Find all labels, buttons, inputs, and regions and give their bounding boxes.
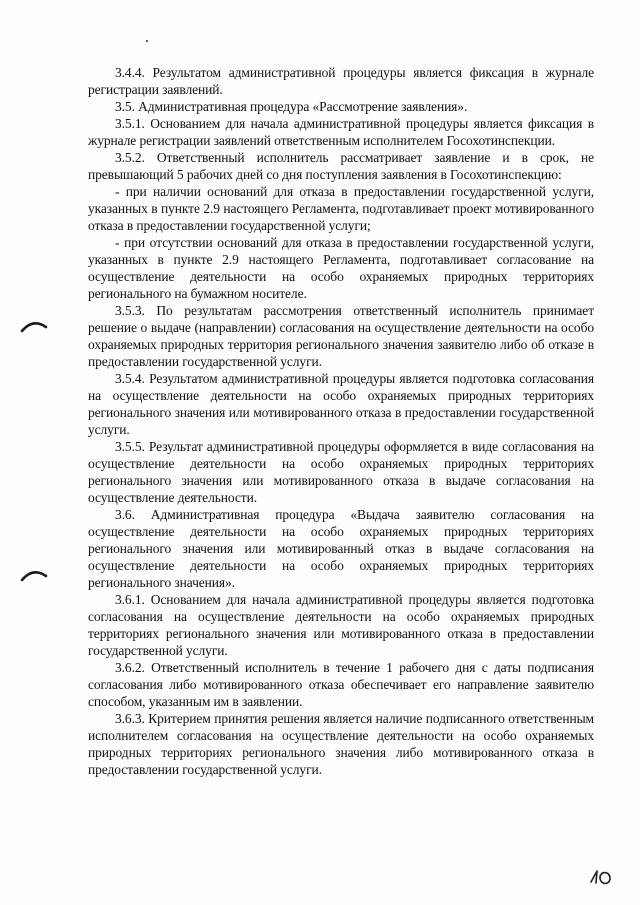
paragraph-3-5-4: 3.5.4. Результатом административной процедуры является подготовка согласования на осуществление деятельности на особо охраняемых природных территориях регионального значения или мотивированного отказа в предоставлении государственной услуги. [88, 371, 594, 437]
paragraph-3-6: 3.6. Административная процедура «Выдача заявителю согласования на осуществление деятельности на особо охраняемых природных территориях регионального значения или мотивированный отказ в выдаче согласования на осуществление деятельности на особо охраняемых природных территориях регионального значения». [88, 507, 594, 590]
scan-speck [146, 40, 148, 42]
paragraph-3-6-2: 3.6.2. Ответственный исполнитель в течение 1 рабочего дня с даты подписания согласования либо мотивированного отказа обеспечивает его направление заявителю способом, указанным им в заявлении. [88, 660, 594, 709]
paragraph-3-6-3: 3.6.3. Критерием принятия решения является наличие подписанного ответственным исполнителем согласования на осуществление деятельности на особо охраняемых природных территориях регионального значения либо мотивированного отказа в предоставлении государственной услуги. [88, 711, 594, 777]
regulation-text [88, 64, 594, 778]
handwritten-page-number [588, 868, 614, 886]
paragraph-3-5: 3.5. Административная процедура «Рассмотрение заявления». [115, 99, 468, 114]
paragraph-3-5-3: 3.5.3. По результатам рассмотрения ответственный исполнитель принимает решение о выдаче (направлении) согласования на осуществление деятельности на особо охраняемых природных территория регионального значения заявителю либо об отказе в предоставлении государственной услуги. [88, 303, 594, 369]
list-item-no-refusal-grounds: - при отсутствии оснований для отказа в предоставлении государственной услуги, указанных в пункте 2.9 настоящего Регламента, подготавливает согласование на осуществление деятельности на особо охраняемых природных территориях регионального на бумажном носителе. [88, 235, 594, 301]
paragraph-3-5-2: 3.5.2. Ответственный исполнитель рассматривает заявление и в срок, не превышающий 5 рабочих дней со дня поступления заявления в Госохотинспекцию: [88, 150, 594, 182]
paragraph-3-4-4: 3.4.4. Результатом административной процедуры является фиксация в журнале регистрации заявлений. [88, 65, 594, 97]
paragraph-3-5-1: 3.5.1. Основанием для начала административной процедуры является фиксация в журнале регистрации заявлений ответственным исполнителем Госохотинспекции. [88, 116, 594, 148]
paragraph-3-6-1: 3.6.1. Основанием для начала административной процедуры является подготовка согласования на осуществление деятельности на особо охраняемых природных территориях регионального значения или мотивированного отказа в предоставлении государственной услуги. [88, 592, 594, 658]
list-item-refusal-grounds: - при наличии оснований для отказа в предоставлении государственной услуги, указанных в пункте 2.9 настоящего Регламента, подготавливает проект мотивированного отказа в предоставлении государственной услуги; [88, 184, 594, 233]
paragraph-3-5-5: 3.5.5. Результат административной процедуры оформляется в виде согласования на осуществление деятельности на особо охраняемых природных территориях регионального значения или мотивированного отказа в выдаче согласования на осуществление деятельности. [88, 439, 594, 505]
binder-hole-mark-lower [20, 567, 48, 583]
binder-hole-mark-upper [20, 318, 48, 334]
